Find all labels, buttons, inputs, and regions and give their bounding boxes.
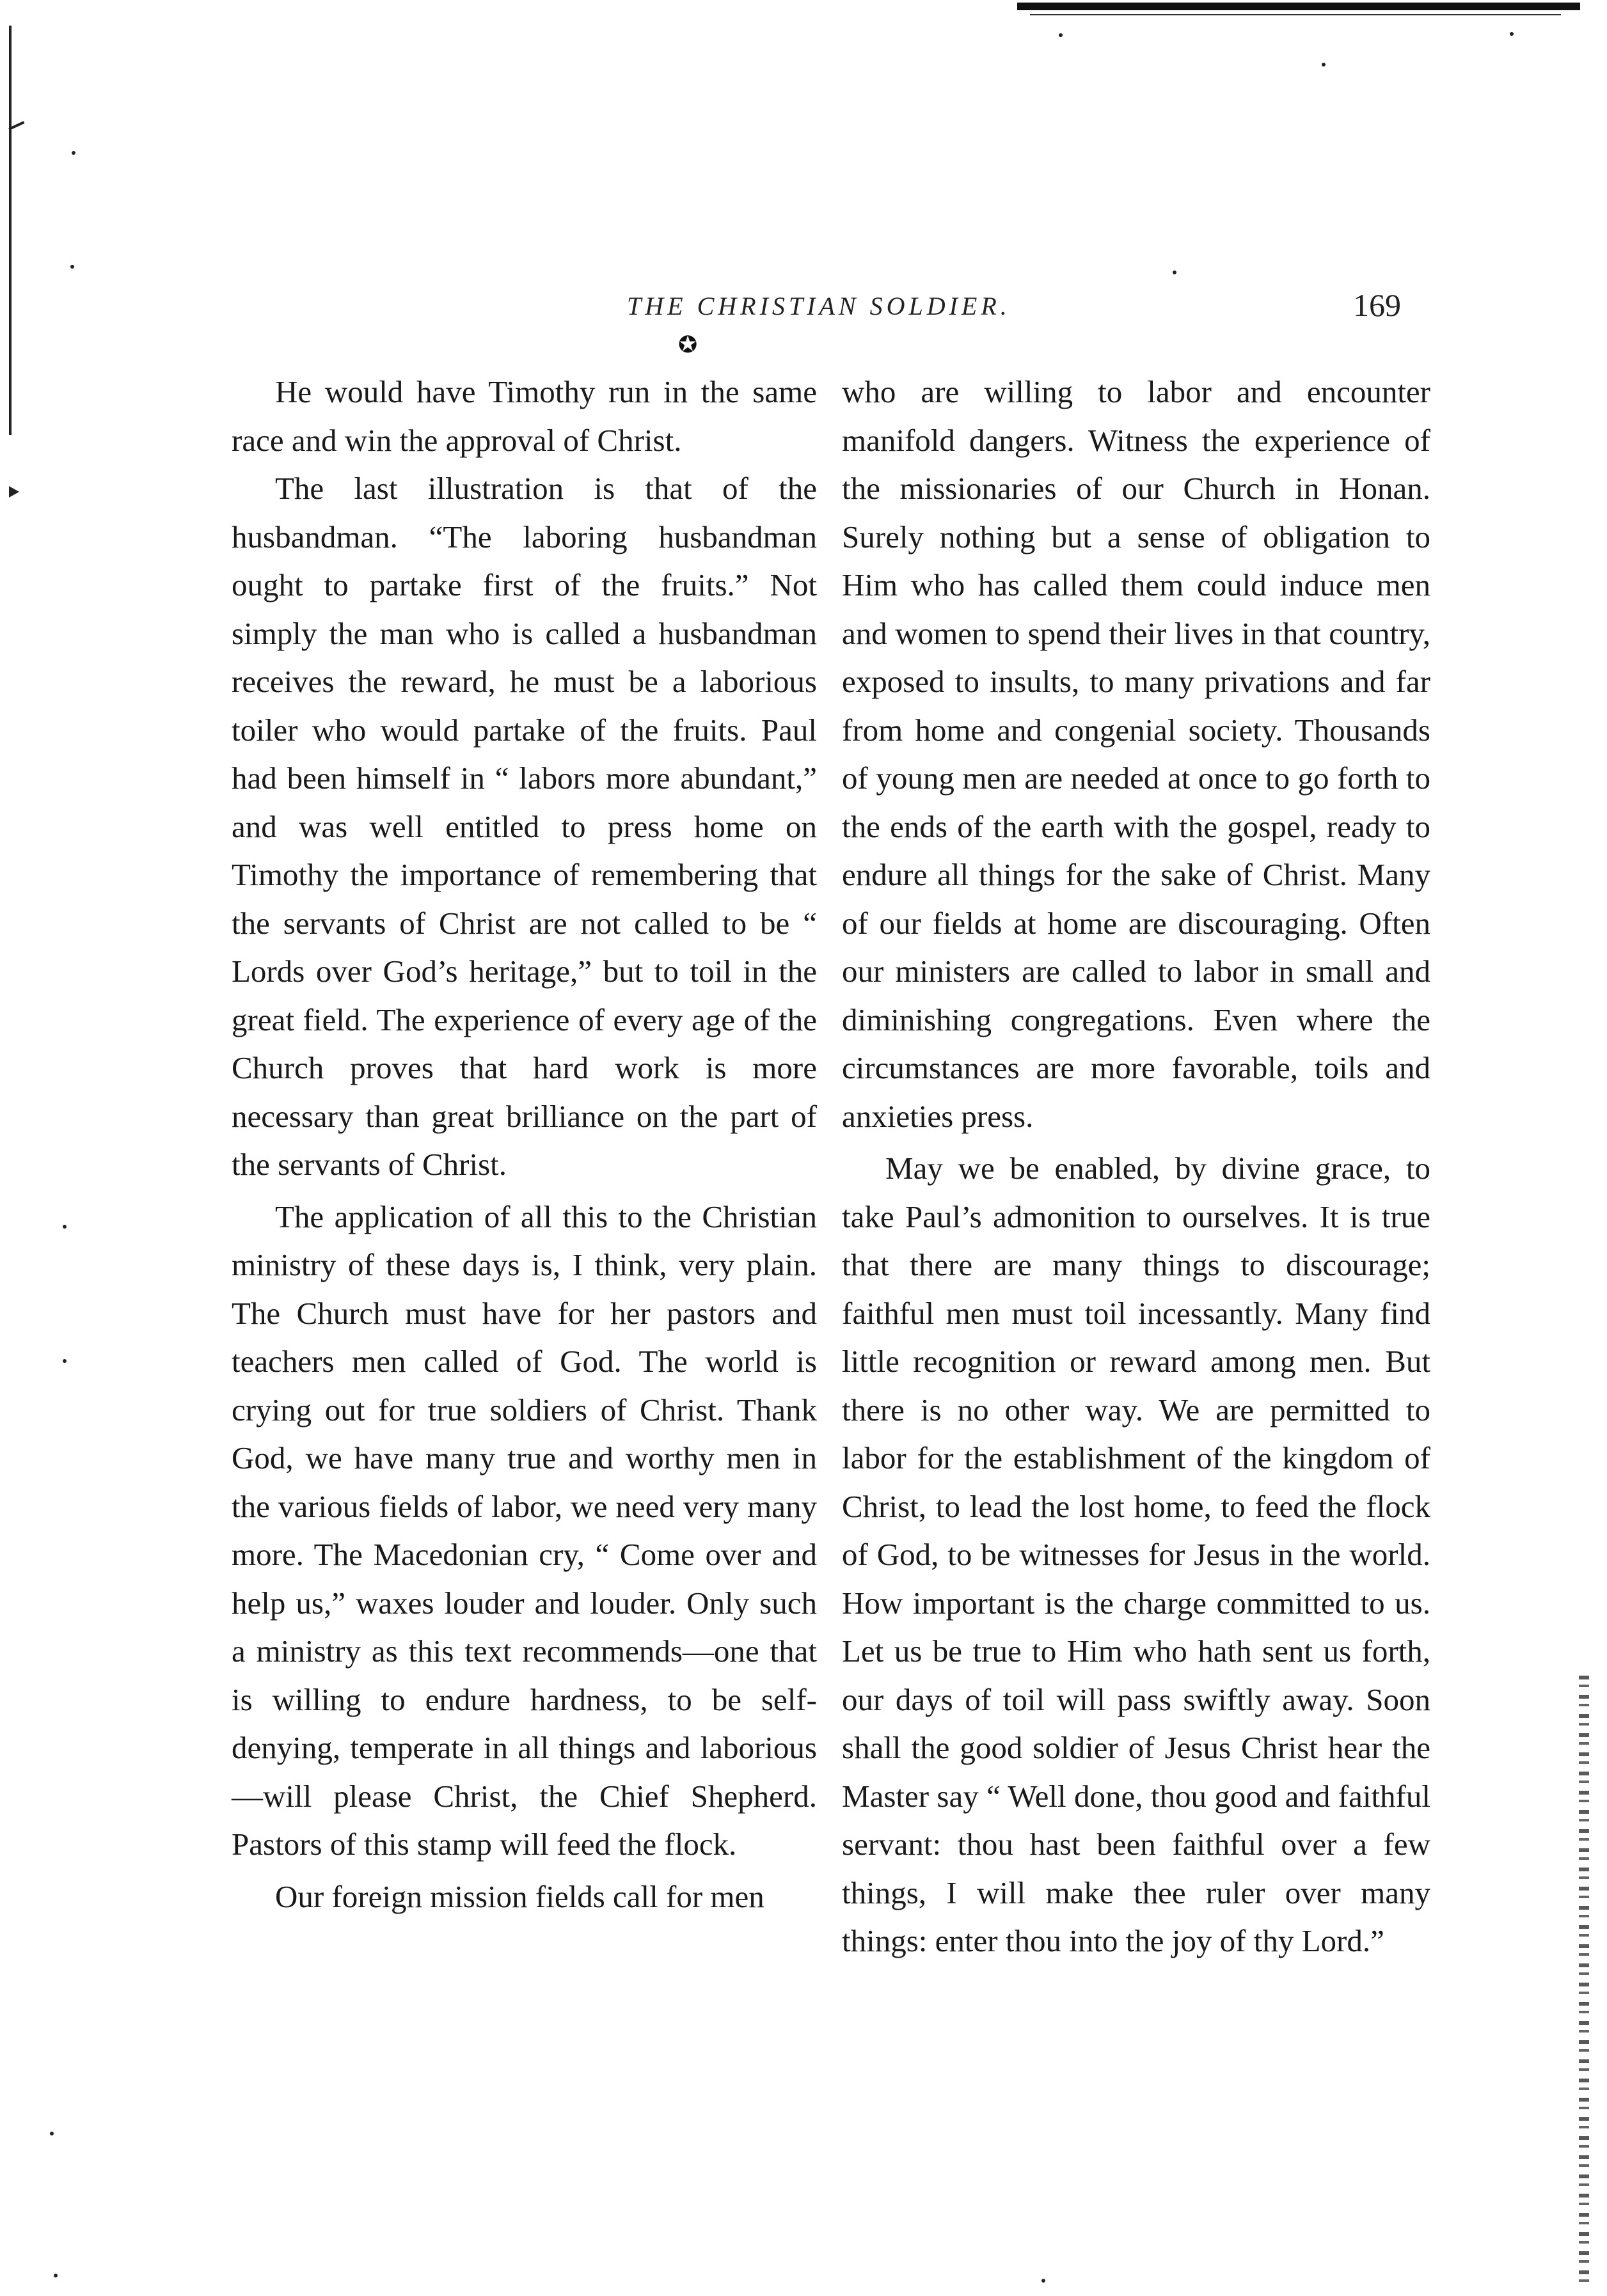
scan-speck bbox=[1510, 32, 1514, 36]
right-edge-scan-noise bbox=[1579, 1676, 1589, 2290]
scan-speck bbox=[54, 2274, 58, 2277]
paragraph: The last illustration is that of the husbandman. “The laboring husbandman ought to partake first of the fruits.” Not simply the man who is called a husbandman receives the reward, he must be a laborious toiler who would partake of the fruits. Paul had been himself in “ labors more abundant,” and was well entitled to press home on Timothy the importance of remembering that the servants of Christ are not called to be “ Lords over God’s heritage,” but to toil in the great field. The experience of every age of the Church proves that hard work is more necessary than great brilliance on the part of the servants of Christ. bbox=[232, 471, 817, 1182]
scan-speck bbox=[1041, 2279, 1045, 2283]
paragraph: who are willing to labor and encounter manifold dangers. Witness the experience of the missionaries of our Church in Honan. Surely nothing but a sense of obligation to Him who has called them could induce men and women to spend their lives in that country, exposed to insults, to many privations and far from home and congenial society. Thousands of young men are needed at once to go forth to the ends of the earth with the gospel, ready to endure all things for the sake of Christ. Many of our fields at home are discouraging. Often our ministers are called to labor in small and diminishing congregations. Even where the circumstances are more favorable, toils and anxieties press. bbox=[842, 374, 1430, 1134]
top-edge-thin-rule bbox=[1030, 14, 1561, 15]
scan-speck bbox=[70, 265, 74, 269]
left-column bbox=[232, 368, 817, 1921]
scan-speck bbox=[63, 1359, 67, 1363]
scan-speck bbox=[63, 1225, 67, 1229]
scan-speck bbox=[72, 151, 75, 155]
scan-speck bbox=[50, 2132, 54, 2135]
right-column bbox=[842, 368, 1430, 1965]
scan-speck bbox=[1322, 63, 1326, 67]
scan-speck bbox=[1059, 33, 1063, 37]
paragraph: He would have Timothy run in the same race and win the approval of Christ. bbox=[232, 374, 817, 458]
paragraph: Our foreign mission fields call for men bbox=[275, 1878, 764, 1914]
page-number: 169 bbox=[1353, 287, 1401, 323]
running-head: THE CHRISTIAN SOLDIER. bbox=[627, 292, 1011, 320]
scan-speck bbox=[1173, 271, 1176, 274]
ornament-icon: ✪ bbox=[678, 332, 698, 358]
top-edge-rule bbox=[1017, 3, 1580, 10]
left-binding-edge bbox=[9, 26, 12, 435]
left-edge-arrow-mark bbox=[9, 486, 19, 498]
paragraph: The application of all this to the Christian ministry of these days is, I think, very plain. The Church must have for her pastors and teachers men called of God. The world is crying out for true soldiers of Christ. Thank God, we have many true and worthy men in the various fields of labor, we need very many more. The Macedonian cry, “ Come over and help us,” waxes louder and louder. Only such a ministry as this text recommends—one that is willing to endure hardness, to be self-denying, temperate in all things and laborious—will please Christ, the Chief Shepherd. Pastors of this stamp will feed the flock. bbox=[232, 1199, 817, 1862]
paragraph: May we be enabled, by divine grace, to take Paul’s admonition to ourselves. It is true that there are many things to discourage; faithful men must toil incessantly. Many find little recognition or reward among men. But there is no other way. We are permitted to labor for the establishment of the kingdom of Christ, to lead the lost home, to feed the flock of God, to be witnesses for Jesus in the world. How important is the charge committed to us. Let us be true to Him who hath sent us forth, our days of toil will pass swiftly away. Soon shall the good soldier of Jesus Christ hear the Master say “ Well done, thou good and faithful servant: thou hast been faithful over a few things, I will make thee ruler over many things: enter thou into the joy of thy Lord.” bbox=[842, 1151, 1430, 1958]
